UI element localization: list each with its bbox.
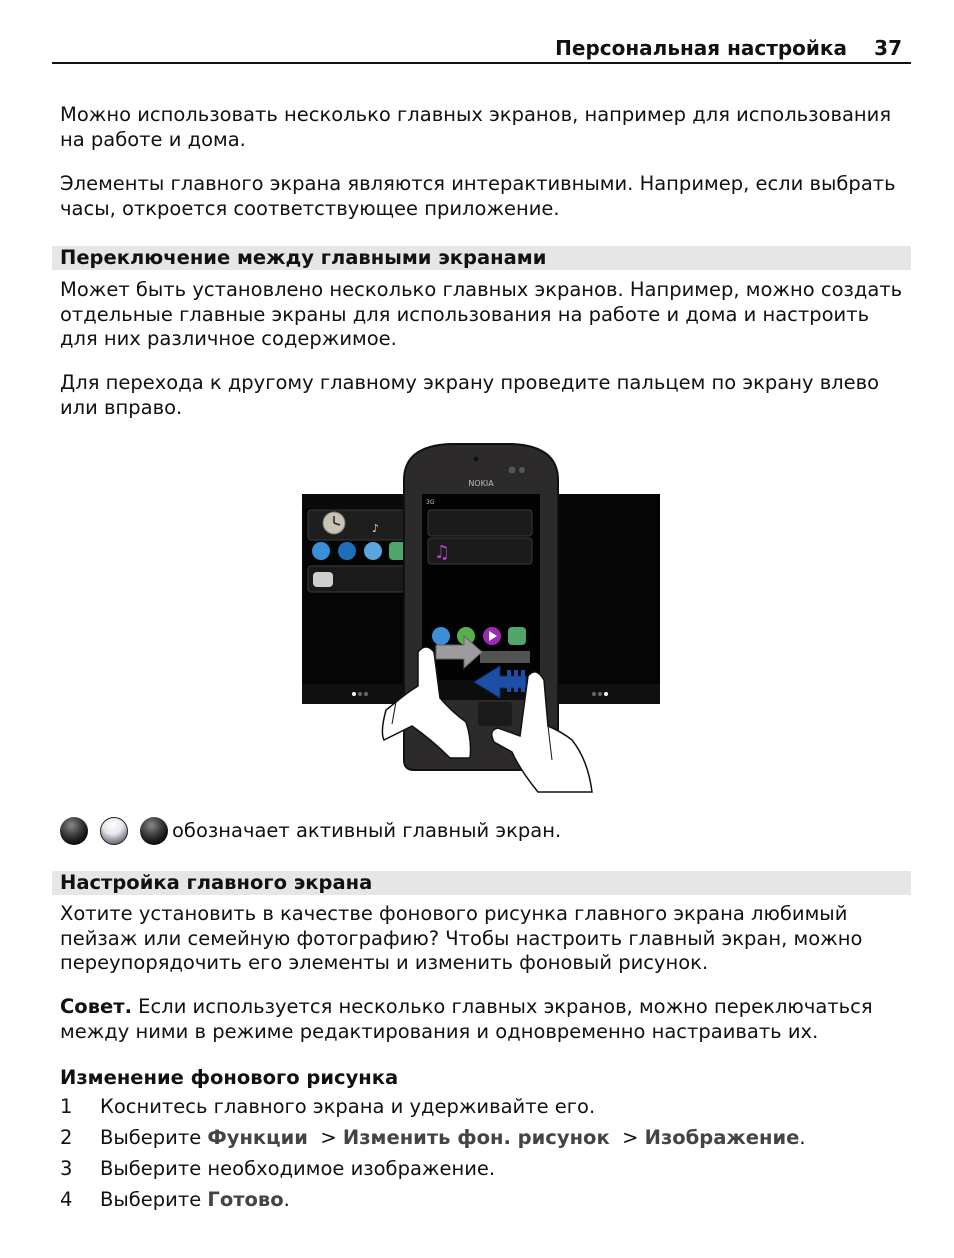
menu-done: Готово bbox=[207, 1188, 284, 1211]
step-number: 3 bbox=[60, 1157, 73, 1180]
right-home-screen bbox=[542, 494, 660, 704]
home-screen-swipe-illustration bbox=[300, 440, 662, 800]
menu-image: Изображение bbox=[644, 1126, 800, 1149]
brand-logo: NOKIA bbox=[468, 479, 494, 488]
step-number: 2 bbox=[60, 1126, 73, 1149]
gallery-icon bbox=[508, 627, 526, 645]
section-title-switching: Переключение между главными экранами bbox=[60, 246, 547, 269]
globe-icon bbox=[338, 542, 356, 560]
status-network: 3G bbox=[426, 499, 435, 506]
active-screen-dot-icon bbox=[100, 817, 128, 845]
message-icon bbox=[313, 572, 333, 587]
step-4 bbox=[60, 1187, 910, 1218]
switching-paragraph-1: Может быть установлено несколько главных экранов. Например, можно создать отдельные главные экраны для использования на работе и дома и настроить для них различное содержимое. bbox=[60, 278, 903, 350]
mail-widget-icon bbox=[432, 627, 450, 645]
step-text: Выберите Готово. bbox=[100, 1188, 290, 1211]
tip-paragraph bbox=[60, 995, 910, 1044]
page-header bbox=[52, 36, 911, 64]
contacts-icon bbox=[312, 542, 330, 560]
step-text: Выберите Функции > Изменить фон. рисунок > Изображение. bbox=[100, 1126, 806, 1149]
subheading-change-wallpaper: Изменение фонового рисунка bbox=[60, 1066, 399, 1089]
steps-list bbox=[60, 1094, 910, 1218]
menu-change-wallpaper: Изменить фон. рисунок bbox=[342, 1126, 610, 1149]
step-text: Коснитесь главного экрана и удерживайте его. bbox=[100, 1095, 596, 1118]
step-number: 4 bbox=[60, 1188, 73, 1211]
step-2 bbox=[60, 1125, 910, 1156]
section-header-switching bbox=[52, 246, 911, 270]
intro-paragraph-1: Можно использовать несколько главных экранов, например для использования на работе и дома. bbox=[60, 103, 892, 151]
step-text: Выберите необходимое изображение. bbox=[100, 1157, 496, 1180]
intro-paragraph-2: Элементы главного экрана являются интерактивными. Например, если выбрать часы, откроется соответствующее приложение. bbox=[60, 172, 896, 220]
inactive-screen-dot-icon bbox=[140, 817, 168, 845]
screen-indicator-legend bbox=[58, 817, 658, 849]
tip-text: Если используется несколько главных экранов, можно переключаться между ними в режиме редактирования и одновременно настраивать их. bbox=[60, 995, 873, 1043]
step-number: 1 bbox=[60, 1095, 73, 1118]
step-1 bbox=[60, 1094, 910, 1125]
indicator-description: обозначает активный главный экран. bbox=[172, 819, 562, 842]
tip-label: Совет. bbox=[60, 995, 132, 1018]
step-3 bbox=[60, 1156, 910, 1187]
customize-paragraph: Хотите установить в качестве фонового рисунка главного экрана любимый пейзаж или семейную фотографию? Чтобы настроить главный экран, можно переупорядочить его элементы и изменить фоновый рисунок. bbox=[60, 902, 863, 974]
header-title: Персональная настройка bbox=[555, 36, 847, 60]
section-header-customize bbox=[52, 871, 911, 895]
section-title-customize: Настройка главного экрана bbox=[60, 871, 373, 894]
music-app-icon: ♫ bbox=[434, 542, 451, 563]
music-note-icon: ♪ bbox=[372, 522, 380, 535]
inactive-screen-dot-icon bbox=[60, 817, 88, 845]
left-home-screen bbox=[302, 494, 420, 704]
mail-icon bbox=[364, 542, 382, 560]
switching-paragraph-2: Для перехода к другому главному экрану проведите пальцем по экрану влево или вправо. bbox=[60, 371, 880, 419]
page-number: 37 bbox=[874, 36, 902, 60]
menu-functions: Функции bbox=[207, 1126, 308, 1149]
